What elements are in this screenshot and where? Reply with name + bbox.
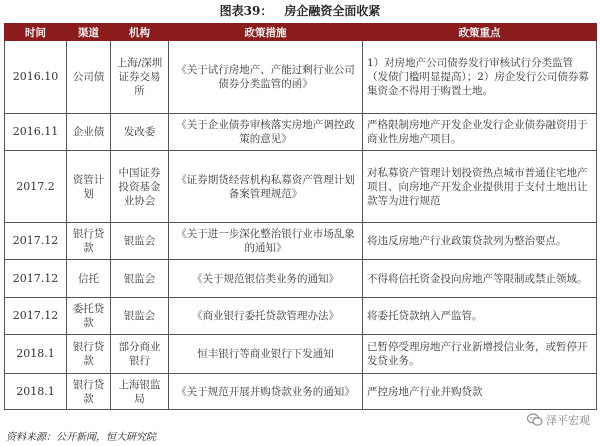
cell-measure: 《证券期货经营机构私募资产管理计划备案管理规范》	[169, 151, 363, 223]
cell-channel: 委托贷款	[67, 298, 111, 335]
cell-channel: 企业债	[67, 114, 111, 151]
cell-org: 上海/深圳证券交易所	[111, 41, 169, 114]
table-row	[5, 374, 597, 410]
figure-title: 房企融资全面收紧	[284, 4, 381, 18]
cell-focus: 不得将信托资金投向房地产等限制或禁止领域。	[363, 260, 597, 298]
cell-org: 中国证券投资基金业协会	[111, 151, 169, 223]
header-measure: 政策措施	[169, 24, 363, 41]
cell-channel: 银行贷款	[67, 335, 111, 374]
cell-time: 2017.12	[5, 260, 67, 298]
header-org: 机构	[111, 24, 169, 41]
table-row	[5, 223, 597, 260]
cell-org: 部分商业银行	[111, 335, 169, 374]
cell-time: 2017.2	[5, 151, 67, 223]
cell-focus: 将违反房地产行业政策贷款列为整治要点。	[363, 223, 597, 260]
cell-channel: 公司债	[67, 41, 111, 114]
watermark	[527, 412, 590, 428]
watermark-text: 泽平宏观	[546, 414, 590, 427]
cell-focus: 对私募资产管理计划投资热点城市普通住宅地产项目、向房地产开发企业提供用于支付土地出让款等为进行规范	[363, 151, 597, 223]
cell-org: 上海银监局	[111, 374, 169, 410]
policy-table	[4, 23, 597, 410]
cell-measure: 《关于试行房地产、产能过剩行业公司债券分类监管的函》	[169, 41, 363, 114]
table-row	[5, 298, 597, 335]
table-row	[5, 114, 597, 151]
cell-channel: 信托	[67, 260, 111, 298]
header-row	[5, 24, 597, 41]
cell-time: 2017.12	[5, 298, 67, 335]
cell-channel: 银行贷款	[67, 223, 111, 260]
cell-channel: 资管计划	[67, 151, 111, 223]
table-row	[5, 41, 597, 114]
cell-time: 2016.11	[5, 114, 67, 151]
cell-org: 发改委	[111, 114, 169, 151]
figure-caption	[0, 0, 600, 22]
cell-focus: 已暂停受理房地产行业新增授信业务，或暂停开发贷业务。	[363, 335, 597, 374]
wechat-icon	[527, 413, 543, 427]
figure-number: 图表39：	[219, 4, 273, 18]
cell-org: 银监会	[111, 260, 169, 298]
cell-org: 银监会	[111, 298, 169, 335]
cell-time: 2017.12	[5, 223, 67, 260]
header-channel: 渠道	[67, 24, 111, 41]
cell-time: 2018.1	[5, 335, 67, 374]
cell-focus: 将委托贷款纳入严监管。	[363, 298, 597, 335]
table-row	[5, 151, 597, 223]
cell-measure: 《关于企业债券审核落实房地产调控政策的意见》	[169, 114, 363, 151]
cell-measure: 恒丰银行等商业银行下发通知	[169, 335, 363, 374]
header-focus: 政策重点	[363, 24, 597, 41]
cell-time: 2016.10	[5, 41, 67, 114]
cell-org: 银监会	[111, 223, 169, 260]
table-row	[5, 260, 597, 298]
cell-measure: 《商业银行委托贷款管理办法》	[169, 298, 363, 335]
cell-focus: 严格限制房地产开发企业发行企业债券融资用于商业性房地产项目。	[363, 114, 597, 151]
cell-measure: 《关于规范开展并购贷款业务的通知》	[169, 374, 363, 410]
source-note: 资料来源：公开新闻，恒大研究院	[6, 432, 156, 443]
cell-measure: 《关于进一步深化整治银行业市场乱象的通知》	[169, 223, 363, 260]
cell-focus: 1）对房地产公司债券发行审核试行分类监管（发债门槛明显提高）；2）房企发行公司债券募集资金不得用于购置土地。	[363, 41, 597, 114]
table-row	[5, 335, 597, 374]
cell-time: 2018.1	[5, 374, 67, 410]
cell-channel: 银行贷款	[67, 374, 111, 410]
header-time: 时间	[5, 24, 67, 41]
cell-focus: 严控房地产行业并购贷款	[363, 374, 597, 410]
cell-measure: 《关于规范银信类业务的通知》	[169, 260, 363, 298]
